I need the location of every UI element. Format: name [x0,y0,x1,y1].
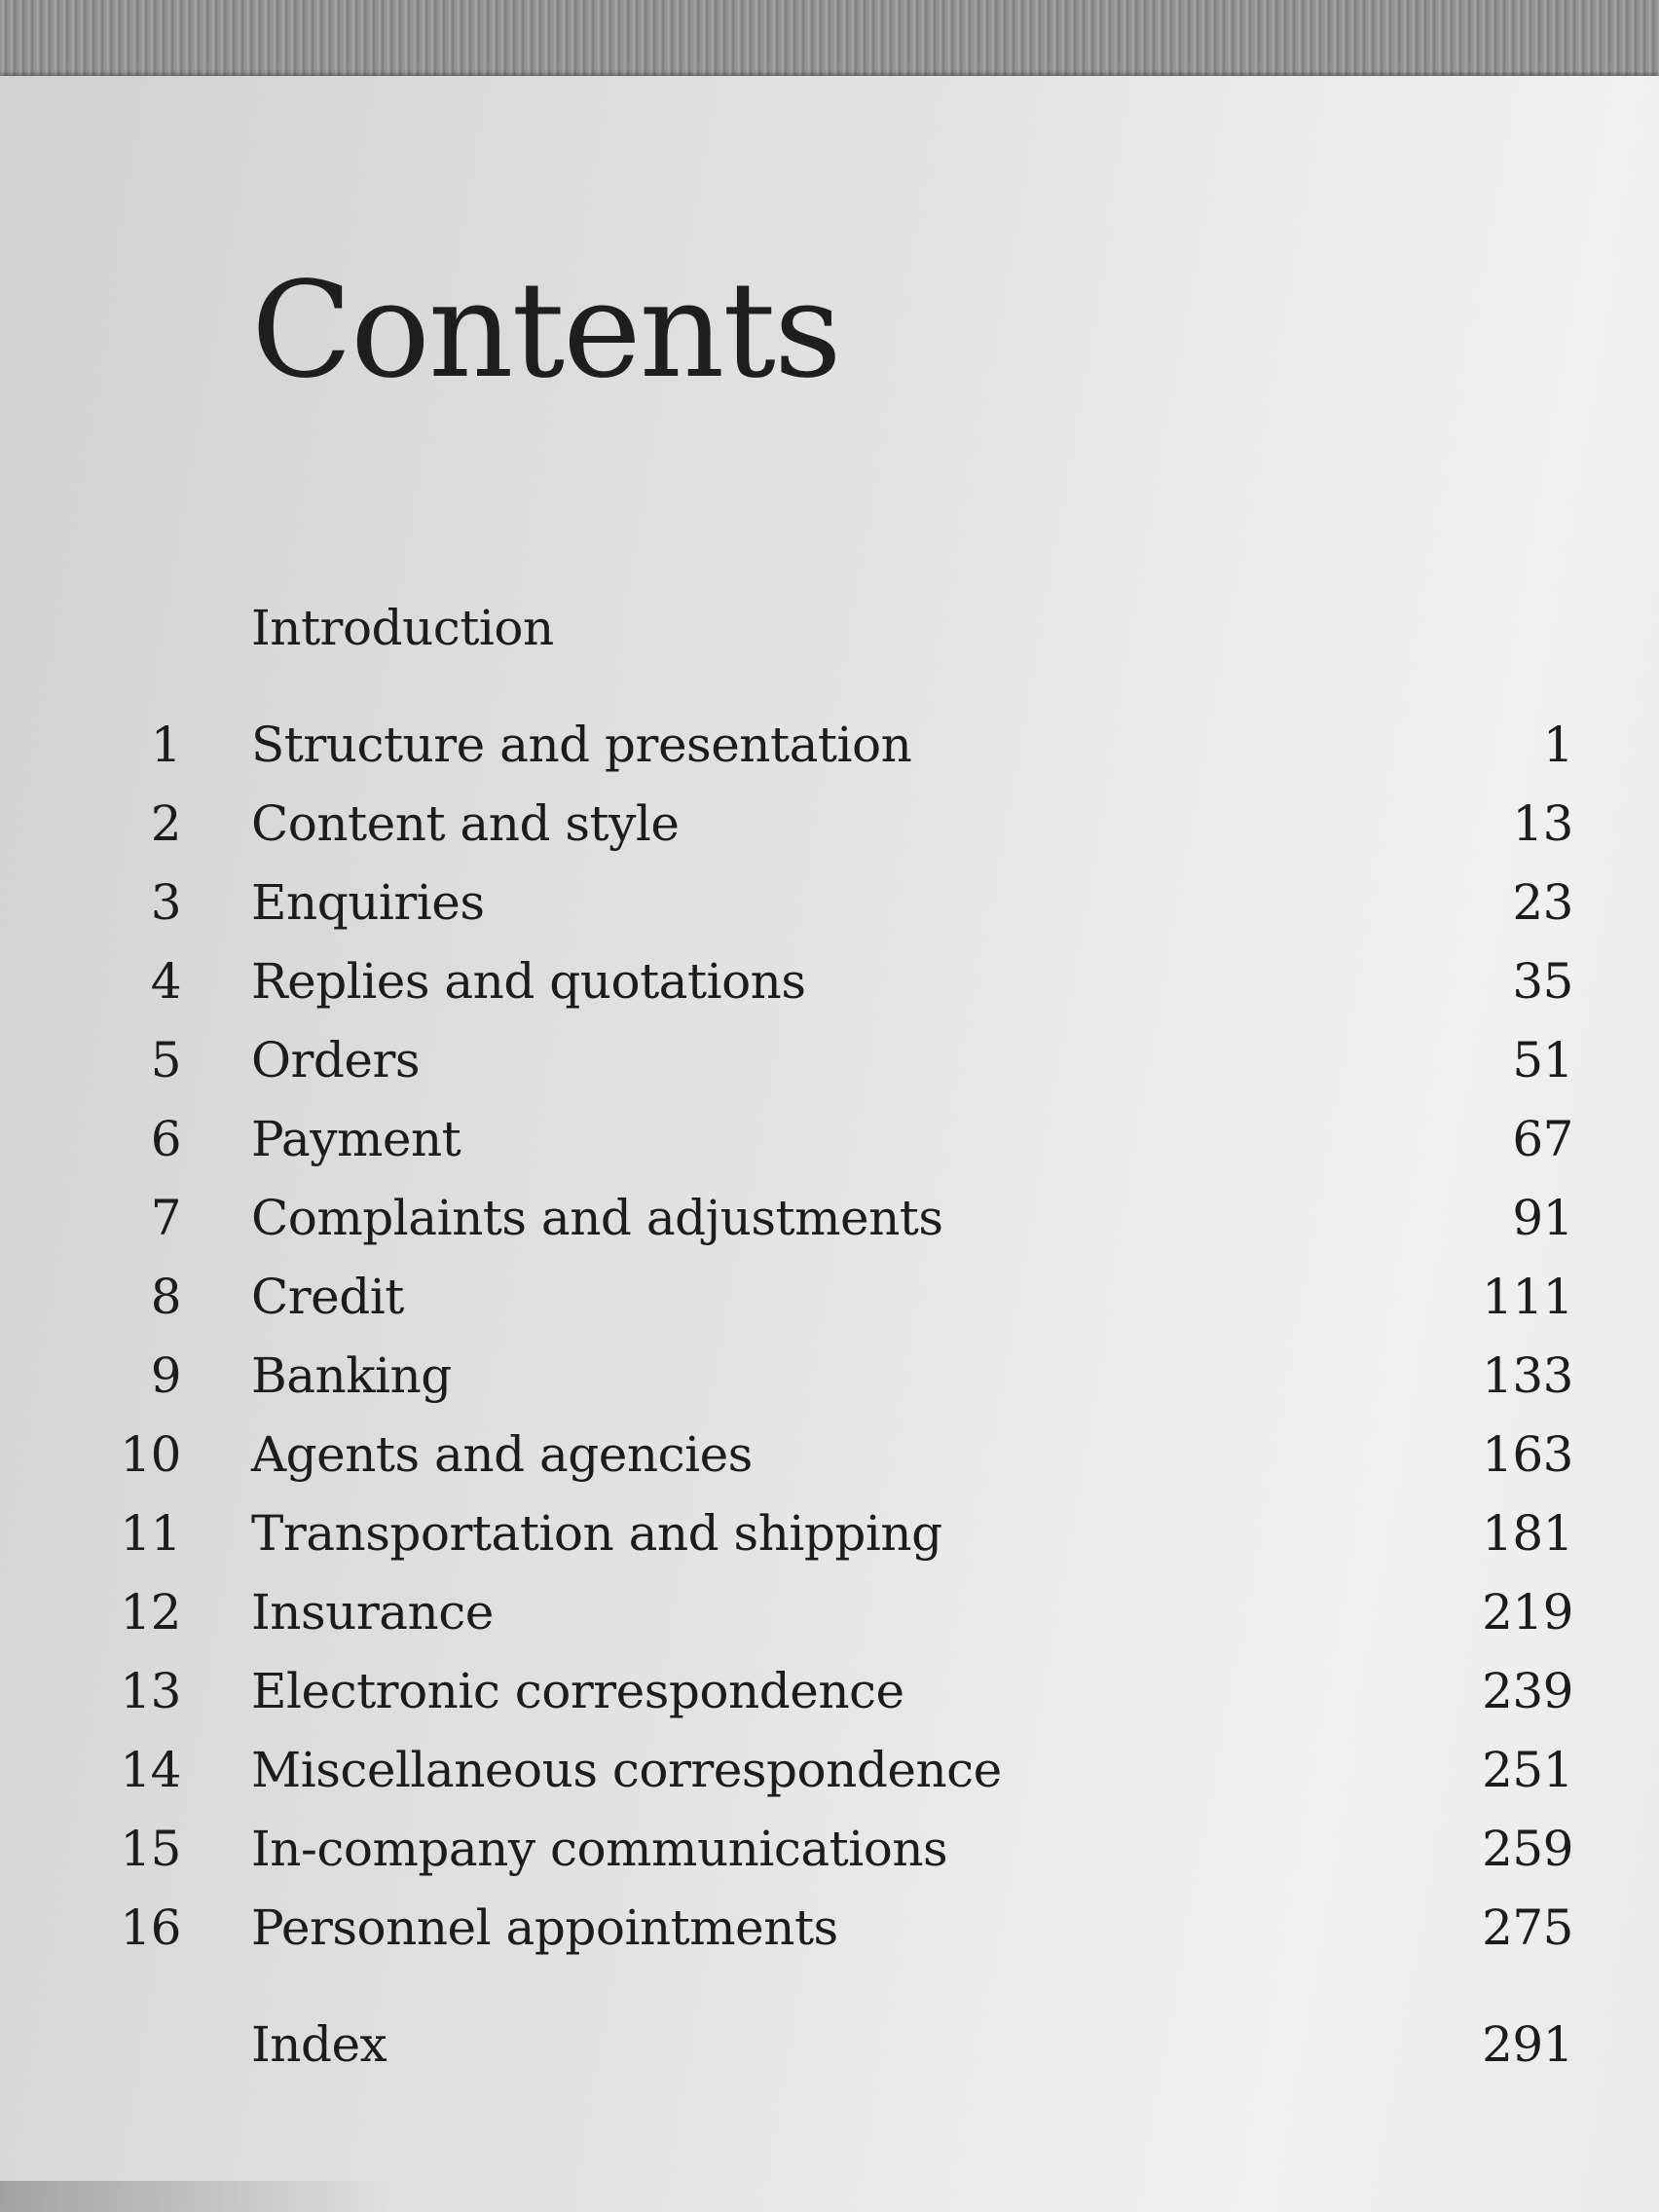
chapter-number: 12 [120,1584,181,1641]
chapter-number: 2 [150,795,181,852]
chapter-number: 1 [150,717,181,773]
chapter-number: 16 [120,1899,181,1956]
chapter-title: Orders [251,1032,421,1088]
chapter-number: 5 [150,1032,181,1088]
chapter-page-number: 23 [1512,874,1573,931]
chapter-number: 8 [150,1269,181,1325]
chapter-number: 3 [150,874,181,931]
chapter-page-number: 1 [1542,717,1573,773]
toc-entry-chapter[interactable] [0,1258,1659,1336]
chapter-page-number: 239 [1482,1663,1573,1719]
toc-entry-chapter[interactable] [0,942,1659,1020]
chapter-title: Electronic correspondence [251,1663,904,1719]
chapter-title: Agents and agencies [251,1426,753,1483]
toc-entry-chapter[interactable] [0,1573,1659,1651]
toc-entry-chapter[interactable] [0,1810,1659,1888]
chapter-page-number: 259 [1482,1821,1573,1877]
toc-entry-chapter[interactable] [0,1652,1659,1730]
chapter-page-number: 163 [1482,1426,1573,1483]
chapter-title: Insurance [251,1584,494,1641]
toc-entry-introduction[interactable] [0,589,1659,667]
chapter-number: 7 [150,1190,181,1246]
chapter-title: Miscellaneous correspondence [251,1742,1002,1798]
chapter-title: Payment [251,1111,461,1167]
toc-entry-chapter[interactable] [0,1889,1659,1967]
toc-entry-chapter[interactable] [0,1337,1659,1415]
chapter-page-number: 275 [1482,1899,1573,1956]
chapter-title: Structure and presentation [251,717,912,773]
chapter-number: 14 [120,1742,181,1798]
chapter-page-number: 67 [1512,1111,1573,1167]
chapter-page-number: 91 [1512,1190,1573,1246]
chapter-page-number: 219 [1482,1584,1573,1641]
toc-entry-chapter[interactable] [0,706,1659,784]
toc-entry-chapter[interactable] [0,1021,1659,1099]
chapter-page-number: 111 [1482,1269,1573,1325]
chapter-number: 4 [150,953,181,1010]
chapter-number: 10 [120,1426,181,1483]
toc-entry-chapter[interactable] [0,785,1659,863]
chapter-title: Banking [251,1347,452,1404]
chapter-title: Transportation and shipping [251,1505,942,1562]
chapter-page-number: 13 [1512,795,1573,852]
chapter-number: 9 [150,1347,181,1404]
page-title: Contents [251,254,840,408]
toc-entry-chapter[interactable] [0,1494,1659,1572]
chapter-number: 15 [120,1821,181,1877]
toc-entry-label: Index [251,2016,387,2073]
chapter-title: Credit [251,1269,404,1325]
toc-entry-chapter[interactable] [0,1416,1659,1493]
chapter-page-number: 181 [1482,1505,1573,1562]
chapter-number: 11 [120,1505,181,1562]
chapter-number: 6 [150,1111,181,1167]
toc-entry-chapter[interactable] [0,864,1659,941]
chapter-title: Personnel appointments [251,1899,838,1956]
toc-entry-chapter[interactable] [0,1179,1659,1257]
toc-entry-chapter[interactable] [0,1731,1659,1809]
chapter-title: Replies and quotations [251,953,806,1010]
toc-entry-chapter[interactable] [0,1100,1659,1178]
toc-entry-label: Introduction [251,600,554,656]
chapter-number: 13 [120,1663,181,1719]
chapter-title: Enquiries [251,874,485,931]
chapter-title: Content and style [251,795,680,852]
chapter-page-number: 51 [1512,1032,1573,1088]
chapter-page-number: 35 [1512,953,1573,1010]
chapter-page-number: 251 [1482,1742,1573,1798]
chapter-page-number: 133 [1482,1347,1573,1404]
chapter-title: In-company communications [251,1821,948,1877]
toc-entry-index[interactable] [0,2006,1659,2083]
index-page-number: 291 [1482,2016,1573,2073]
chapter-title: Complaints and adjustments [251,1190,943,1246]
